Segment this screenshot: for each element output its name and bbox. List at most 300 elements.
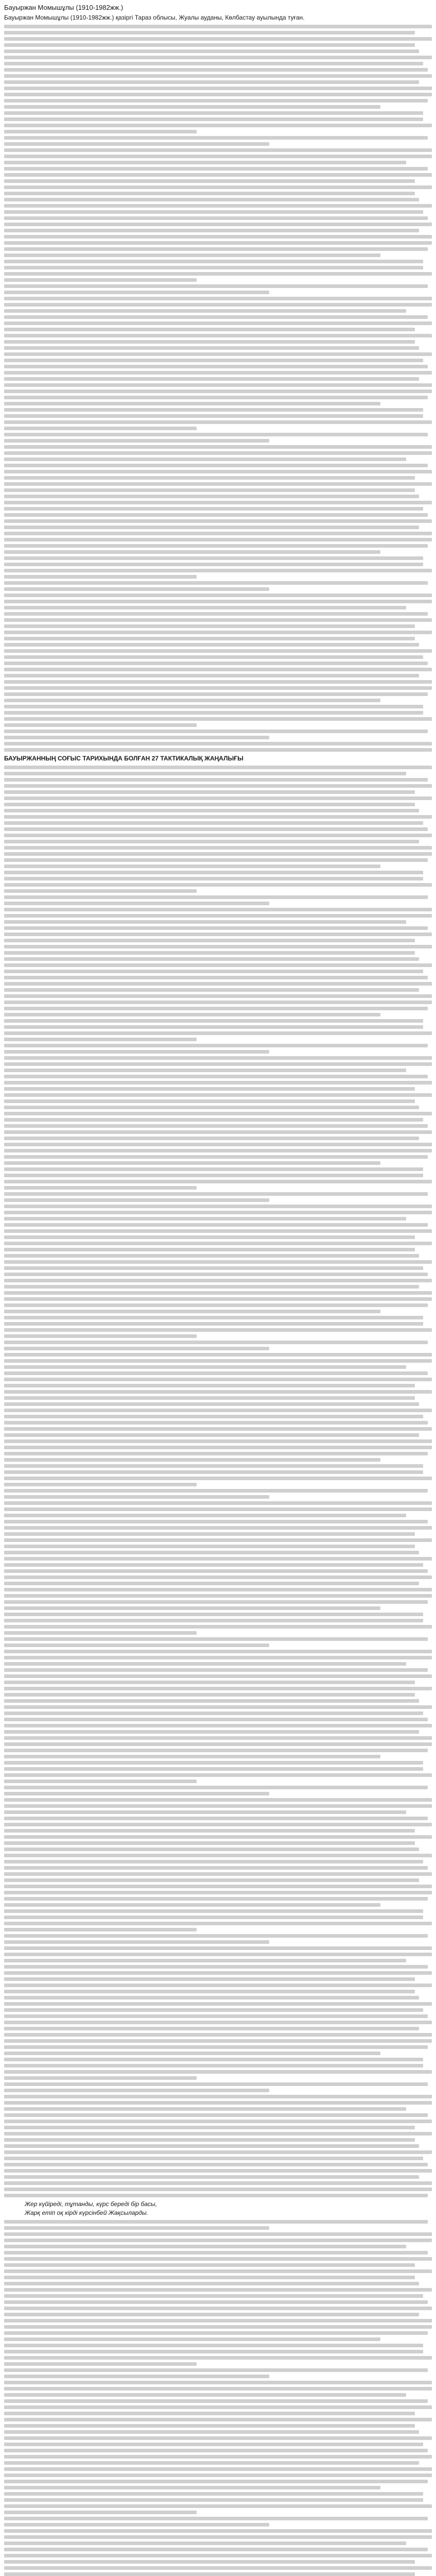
text-line-placeholder	[4, 569, 432, 572]
text-line-placeholder	[4, 2045, 428, 2049]
text-line-placeholder	[4, 1823, 432, 1826]
text-line-placeholder	[4, 1711, 423, 1715]
text-line-placeholder	[4, 377, 419, 381]
text-line-placeholder	[4, 2418, 432, 2421]
text-line-placeholder	[4, 1798, 432, 1802]
text-line-placeholder	[4, 1489, 428, 1493]
text-line-placeholder	[4, 2480, 428, 2483]
body-paragraph-block-1	[4, 25, 432, 752]
lead-sentence: Бауыржан Момышұлы (1910-1982жж.) қазіргі Тараз облысы, Жуалы ауданы, Көлбастау ауылында туған.	[4, 14, 305, 21]
text-line-placeholder	[4, 933, 432, 936]
text-line-placeholder	[4, 2498, 423, 2502]
text-line-placeholder	[4, 877, 423, 880]
text-line-placeholder	[4, 976, 428, 979]
text-line-placeholder	[4, 699, 380, 702]
text-line-placeholder	[4, 519, 432, 523]
text-line-placeholder	[4, 1582, 419, 1585]
text-line-placeholder	[4, 1507, 432, 1511]
text-line-placeholder	[4, 2344, 423, 2347]
text-line-placeholder	[4, 1637, 428, 1641]
text-line-placeholder	[4, 1279, 432, 1282]
text-line-placeholder	[4, 2554, 432, 2557]
text-line-placeholder	[4, 2014, 428, 2018]
text-line-placeholder	[4, 2350, 423, 2353]
text-line-placeholder	[4, 1501, 432, 1505]
text-line-placeholder	[4, 2387, 432, 2391]
text-line-placeholder	[4, 1378, 432, 1381]
text-line-placeholder	[4, 439, 269, 443]
text-line-placeholder	[4, 1211, 432, 1214]
text-line-placeholder	[4, 2443, 423, 2446]
text-line-placeholder	[4, 260, 423, 263]
text-line-placeholder	[4, 1810, 406, 1814]
text-line-placeholder	[4, 470, 432, 473]
text-line-placeholder	[4, 717, 432, 721]
text-line-placeholder	[4, 1365, 406, 1369]
text-line-placeholder	[4, 1650, 432, 1653]
text-line-placeholder	[4, 1347, 269, 1350]
text-line-placeholder	[4, 865, 380, 868]
text-line-placeholder	[4, 1341, 428, 1344]
text-line-placeholder	[4, 532, 432, 535]
text-line-placeholder	[4, 87, 432, 90]
text-line-placeholder	[4, 1848, 419, 1851]
text-line-placeholder	[4, 1458, 380, 1462]
text-line-placeholder	[4, 1007, 428, 1010]
text-line-placeholder	[4, 889, 197, 893]
text-line-placeholder	[4, 229, 419, 232]
text-line-placeholder	[4, 482, 432, 486]
text-line-placeholder	[4, 1297, 432, 1301]
text-line-placeholder	[4, 365, 428, 368]
text-line-placeholder	[4, 643, 419, 647]
text-line-placeholder	[4, 495, 419, 498]
text-line-placeholder	[4, 1872, 432, 1876]
text-line-placeholder	[4, 309, 406, 313]
text-line-placeholder	[4, 74, 432, 78]
text-line-placeholder	[4, 1025, 423, 1029]
text-line-placeholder	[4, 1953, 432, 1956]
text-line-placeholder	[4, 2337, 380, 2341]
text-line-placeholder	[4, 1087, 415, 1091]
text-line-placeholder	[4, 2399, 428, 2403]
text-line-placeholder	[4, 297, 432, 300]
text-line-placeholder	[4, 37, 432, 41]
text-line-placeholder	[4, 1322, 423, 1326]
text-line-placeholder	[4, 433, 428, 436]
text-line-placeholder	[4, 951, 415, 955]
text-line-placeholder	[4, 1248, 415, 1251]
text-line-placeholder	[4, 2517, 428, 2520]
text-line-placeholder	[4, 2194, 428, 2197]
text-line-placeholder	[4, 2257, 432, 2261]
text-line-placeholder	[4, 1514, 406, 1517]
text-line-placeholder	[4, 1786, 428, 1789]
text-line-placeholder	[4, 2331, 428, 2335]
text-line-placeholder	[4, 1409, 432, 1412]
text-line-placeholder	[4, 1310, 380, 1313]
text-line-placeholder	[4, 1081, 432, 1084]
text-line-placeholder	[4, 136, 428, 140]
text-line-placeholder	[4, 1780, 197, 1783]
text-line-placeholder	[4, 581, 428, 585]
text-line-placeholder	[4, 945, 432, 948]
text-line-placeholder	[4, 2368, 428, 2372]
text-line-placeholder	[4, 2070, 432, 2074]
text-line-placeholder	[4, 963, 432, 967]
text-line-placeholder	[4, 711, 423, 715]
text-line-placeholder	[4, 1353, 432, 1357]
text-line-placeholder	[4, 2288, 432, 2292]
text-line-placeholder	[4, 352, 432, 356]
text-line-placeholder	[4, 1223, 428, 1227]
text-line-placeholder	[4, 284, 428, 288]
text-line-placeholder	[4, 2276, 415, 2279]
text-line-placeholder	[4, 340, 415, 344]
text-line-placeholder	[4, 1990, 415, 1993]
body-paragraph-block-3	[4, 2220, 432, 2576]
text-line-placeholder	[4, 594, 432, 597]
text-line-placeholder	[4, 2313, 419, 2316]
text-line-placeholder	[4, 402, 380, 405]
text-line-placeholder	[4, 2175, 419, 2179]
text-line-placeholder	[4, 1161, 380, 1165]
text-line-placeholder	[4, 1099, 415, 1103]
text-line-placeholder	[4, 49, 419, 53]
text-line-placeholder	[4, 1681, 415, 1684]
text-line-placeholder	[4, 2486, 380, 2489]
text-line-placeholder	[4, 2375, 269, 2378]
text-line-placeholder	[4, 668, 432, 671]
text-line-placeholder	[4, 1205, 432, 1208]
text-line-placeholder	[4, 1693, 415, 1697]
text-line-placeholder	[4, 1427, 432, 1431]
text-line-placeholder	[4, 2226, 269, 2230]
text-line-placeholder	[4, 1415, 423, 1418]
text-line-placeholder	[4, 778, 428, 782]
body-paragraph-block-2	[4, 766, 432, 2197]
text-line-placeholder	[4, 1594, 432, 1598]
text-line-placeholder	[4, 93, 432, 96]
text-line-placeholder	[4, 1773, 432, 1777]
text-line-placeholder	[4, 1613, 423, 1616]
text-line-placeholder	[4, 2052, 380, 2055]
text-line-placeholder	[4, 1390, 432, 1394]
text-line-placeholder	[4, 278, 197, 282]
text-line-placeholder	[4, 618, 432, 622]
text-line-placeholder	[4, 43, 415, 47]
text-line-placeholder	[4, 488, 415, 492]
text-line-placeholder	[4, 1668, 428, 1672]
text-line-placeholder	[4, 1044, 428, 1047]
text-line-placeholder	[4, 544, 428, 548]
text-line-placeholder	[4, 1551, 419, 1554]
text-line-placeholder	[4, 858, 428, 862]
text-line-placeholder	[4, 253, 380, 257]
text-line-placeholder	[4, 216, 428, 220]
text-line-placeholder	[4, 895, 428, 899]
text-line-placeholder	[4, 871, 423, 874]
text-line-placeholder	[4, 2251, 428, 2255]
text-line-placeholder	[4, 2282, 419, 2285]
text-line-placeholder	[4, 1031, 432, 1035]
text-line-placeholder	[4, 501, 432, 504]
text-line-placeholder	[4, 730, 428, 733]
text-line-placeholder	[4, 291, 269, 294]
text-line-placeholder	[4, 1019, 423, 1023]
text-line-placeholder	[4, 587, 269, 591]
text-line-placeholder	[4, 1878, 419, 1882]
text-line-placeholder	[4, 2381, 432, 2384]
text-line-placeholder	[4, 1946, 432, 1950]
text-line-placeholder	[4, 840, 419, 843]
text-line-placeholder	[4, 742, 432, 745]
text-line-placeholder	[4, 1056, 432, 1060]
text-line-placeholder	[4, 80, 419, 84]
text-line-placeholder	[4, 2033, 432, 2037]
text-line-placeholder	[4, 2307, 432, 2310]
text-line-placeholder	[4, 1001, 432, 1004]
text-line-placeholder	[4, 846, 432, 850]
text-line-placeholder	[4, 637, 415, 640]
text-line-placeholder	[4, 1885, 432, 1888]
text-line-placeholder	[4, 2008, 423, 2012]
text-line-placeholder	[4, 736, 269, 739]
text-line-placeholder	[4, 2232, 432, 2236]
text-line-placeholder	[4, 247, 428, 251]
text-line-placeholder	[4, 1755, 380, 1758]
text-line-placeholder	[4, 1062, 432, 1066]
text-line-placeholder	[4, 383, 432, 387]
text-line-placeholder	[4, 2504, 432, 2508]
text-line-placeholder	[4, 1464, 423, 1468]
text-line-placeholder	[4, 2461, 419, 2465]
text-line-placeholder	[4, 1817, 428, 1820]
text-line-placeholder	[4, 1038, 197, 1041]
text-line-placeholder	[4, 2163, 428, 2166]
text-line-placeholder	[4, 2126, 415, 2129]
text-line-placeholder	[4, 451, 432, 455]
text-line-placeholder	[4, 834, 432, 837]
text-line-placeholder	[4, 464, 428, 467]
text-line-placeholder	[4, 2572, 415, 2576]
text-line-placeholder	[4, 988, 419, 992]
text-line-placeholder	[4, 142, 269, 146]
text-line-placeholder	[4, 2492, 423, 2496]
text-line-placeholder	[4, 1285, 419, 1289]
text-line-placeholder	[4, 1984, 432, 1987]
text-line-placeholder	[4, 2449, 428, 2452]
text-line-placeholder	[4, 155, 432, 158]
text-line-placeholder	[4, 445, 432, 449]
text-line-placeholder	[4, 1866, 428, 1870]
text-line-placeholder	[4, 1291, 432, 1295]
text-line-placeholder	[4, 2511, 197, 2514]
text-line-placeholder	[4, 2021, 432, 2024]
text-line-placeholder	[4, 1254, 419, 1258]
text-line-placeholder	[4, 1069, 406, 1072]
text-line-placeholder	[4, 1050, 269, 1054]
text-line-placeholder	[4, 957, 419, 961]
text-line-placeholder	[4, 2132, 432, 2136]
text-line-placeholder	[4, 766, 432, 769]
text-line-placeholder	[4, 62, 423, 65]
text-line-placeholder	[4, 303, 432, 307]
text-line-placeholder	[4, 2058, 423, 2061]
text-line-placeholder	[4, 414, 423, 418]
text-line-placeholder	[4, 1526, 432, 1530]
text-line-placeholder	[4, 1477, 432, 1480]
text-line-placeholder	[4, 346, 419, 350]
text-line-placeholder	[4, 2356, 432, 2360]
text-line-placeholder	[4, 1804, 432, 1808]
text-line-placeholder	[4, 2263, 415, 2267]
text-line-placeholder	[4, 99, 428, 103]
text-line-placeholder	[4, 1631, 197, 1635]
text-line-placeholder	[4, 179, 415, 183]
text-line-placeholder	[4, 1155, 428, 1159]
text-line-placeholder	[4, 1545, 415, 1548]
text-line-placeholder	[4, 1118, 423, 1122]
text-line-placeholder	[4, 2300, 428, 2304]
text-line-placeholder	[4, 1192, 428, 1196]
text-line-placeholder	[4, 1217, 406, 1221]
text-line-placeholder	[4, 1718, 428, 1721]
text-line-placeholder	[4, 161, 406, 164]
text-line-placeholder	[4, 2076, 197, 2080]
text-line-placeholder	[4, 1891, 432, 1894]
text-line-placeholder	[4, 2113, 428, 2117]
text-line-placeholder	[4, 612, 428, 616]
text-line-placeholder	[4, 513, 428, 517]
text-line-placeholder	[4, 2027, 419, 2030]
text-line-placeholder	[4, 2107, 406, 2111]
text-line-placeholder	[4, 575, 197, 579]
text-line-placeholder	[4, 790, 415, 794]
text-line-placeholder	[4, 1328, 432, 1332]
text-line-placeholder	[4, 606, 406, 609]
text-line-placeholder	[4, 321, 432, 325]
text-line-placeholder	[4, 1198, 269, 1202]
text-line-placeholder	[4, 2412, 415, 2415]
text-line-placeholder	[4, 994, 432, 998]
text-line-placeholder	[4, 1149, 432, 1153]
text-line-placeholder	[4, 1959, 406, 1962]
text-line-placeholder	[4, 1557, 432, 1561]
text-line-placeholder	[4, 821, 423, 825]
text-line-placeholder	[4, 827, 428, 831]
text-line-placeholder	[4, 705, 423, 708]
text-line-placeholder	[4, 1439, 432, 1443]
text-line-placeholder	[4, 68, 428, 72]
text-line-placeholder	[4, 1013, 380, 1016]
text-line-placeholder	[4, 1167, 423, 1171]
text-line-placeholder	[4, 1112, 432, 1115]
poem-line-2: Жарқ етіп оқ кірді күрсінбей Жақсыларды.	[25, 2209, 148, 2216]
text-line-placeholder	[4, 939, 415, 942]
text-line-placeholder	[4, 334, 432, 337]
text-line-placeholder	[4, 272, 432, 276]
text-line-placeholder	[4, 1174, 423, 1177]
text-line-placeholder	[4, 1965, 428, 1969]
text-line-placeholder	[4, 526, 419, 529]
text-line-placeholder	[4, 1124, 428, 1128]
text-line-placeholder	[4, 2473, 432, 2477]
text-line-placeholder	[4, 2082, 428, 2086]
text-line-placeholder	[4, 1749, 428, 1752]
text-line-placeholder	[4, 852, 432, 856]
text-line-placeholder	[4, 920, 406, 924]
text-line-placeholder	[4, 56, 432, 59]
text-line-placeholder	[4, 1359, 432, 1363]
text-line-placeholder	[4, 2455, 432, 2459]
text-line-placeholder	[4, 680, 432, 684]
text-line-placeholder	[4, 2095, 432, 2098]
text-line-placeholder	[4, 2541, 406, 2545]
text-line-placeholder	[4, 1619, 423, 1622]
text-line-placeholder	[4, 2294, 423, 2298]
text-line-placeholder	[4, 538, 432, 541]
text-line-placeholder	[4, 2362, 197, 2366]
text-line-placeholder	[4, 2535, 432, 2539]
text-line-placeholder	[4, 662, 428, 665]
text-line-placeholder	[4, 1705, 432, 1709]
text-line-placeholder	[4, 185, 432, 189]
text-line-placeholder	[4, 2436, 432, 2440]
text-line-placeholder	[4, 1922, 432, 1925]
text-line-placeholder	[4, 124, 432, 127]
text-line-placeholder	[4, 1792, 269, 1795]
text-line-placeholder	[4, 1643, 269, 1647]
text-line-placeholder	[4, 1483, 197, 1486]
text-line-placeholder	[4, 2566, 432, 2570]
text-line-placeholder	[4, 1143, 432, 1146]
text-line-placeholder	[4, 1106, 419, 1109]
text-line-placeholder	[4, 241, 432, 245]
text-line-placeholder	[4, 655, 423, 659]
text-line-placeholder	[4, 1186, 197, 1190]
text-line-placeholder	[4, 31, 415, 35]
text-line-placeholder	[4, 2138, 415, 2142]
text-line-placeholder	[4, 1242, 432, 1245]
text-line-placeholder	[4, 674, 419, 677]
text-line-placeholder	[4, 1909, 423, 1913]
text-line-placeholder	[4, 1130, 432, 1134]
text-line-placeholder	[4, 1495, 269, 1499]
text-line-placeholder	[4, 1841, 415, 1845]
text-line-placeholder	[4, 105, 380, 109]
text-line-placeholder	[4, 2523, 269, 2527]
text-line-placeholder	[4, 2039, 432, 2043]
text-line-placeholder	[4, 815, 432, 819]
poem-line-1: Жер күйіреді, тұтанды, күрс береді бір басы,	[25, 2200, 158, 2208]
text-line-placeholder	[4, 389, 432, 393]
text-line-placeholder	[4, 723, 197, 727]
text-line-placeholder	[4, 1273, 428, 1276]
text-line-placeholder	[4, 2101, 432, 2105]
text-line-placeholder	[4, 1371, 428, 1375]
text-line-placeholder	[4, 1180, 432, 1183]
text-line-placeholder	[4, 173, 432, 177]
text-line-placeholder	[4, 1916, 423, 1919]
text-line-placeholder	[4, 1520, 428, 1523]
text-line-placeholder	[4, 2467, 432, 2471]
text-line-placeholder	[4, 1761, 423, 1765]
text-line-placeholder	[4, 1563, 423, 1567]
text-line-placeholder	[4, 235, 432, 239]
text-line-placeholder	[4, 1897, 428, 1901]
text-line-placeholder	[4, 198, 419, 201]
